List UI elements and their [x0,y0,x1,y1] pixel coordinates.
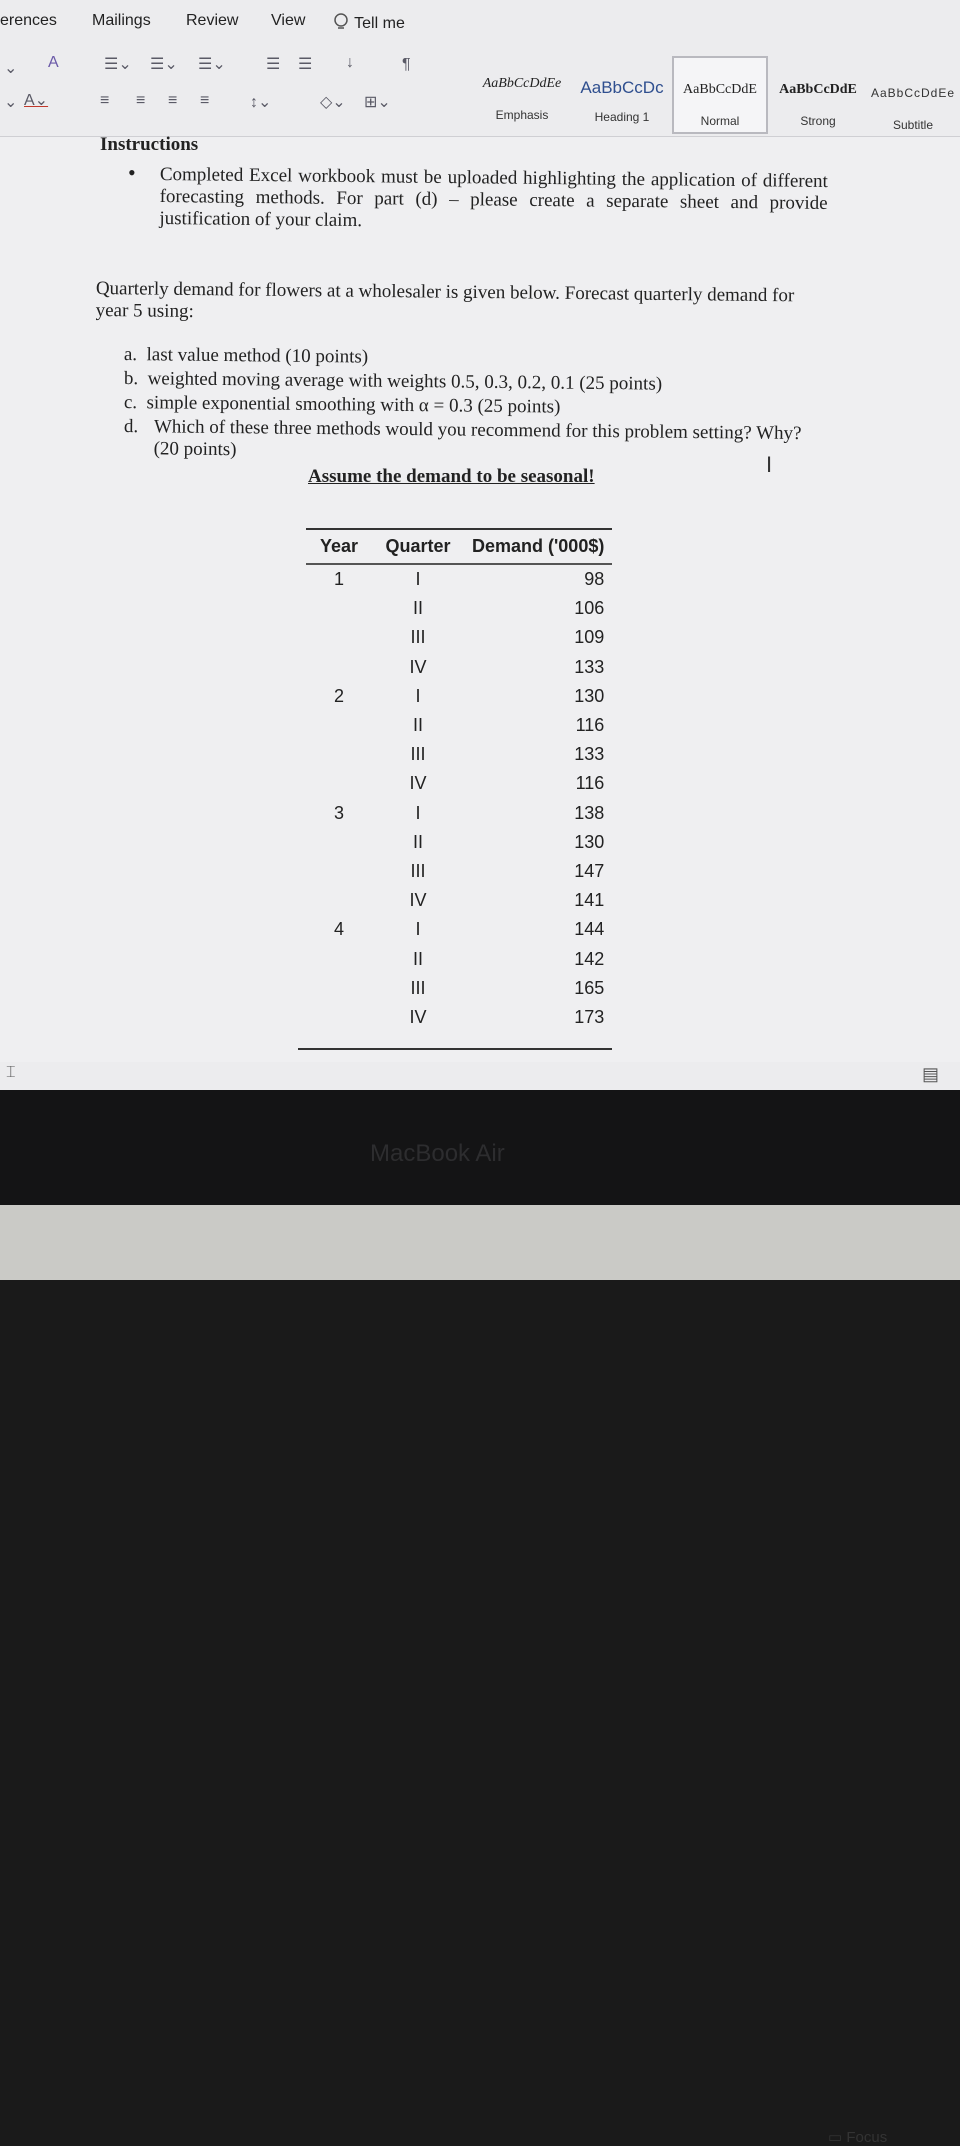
style-heading-1[interactable] [574,54,670,132]
table-row [306,915,612,944]
cell-quarter: I [415,685,421,706]
cell-year [306,828,372,857]
cell-demand: 138 [574,802,605,823]
instructions-bullet-text: Completed Excel workbook must be uploaded highlighting the application of different forecasting methods. For part (d) – please create a separate sheet and provide justification of your claim. [159,164,828,232]
cell-quarter: I [415,569,421,590]
table-row [306,653,612,682]
table-row [306,740,612,769]
style-normal[interactable] [672,56,768,134]
cell-quarter: IV [409,656,427,677]
demand-table [306,528,612,1032]
list-marker: d. [123,416,139,438]
focus-button[interactable] [828,2128,887,2146]
cell-quarter: I [415,919,421,940]
cell-demand: 106 [574,598,605,619]
cell-year [306,740,372,769]
tab-view[interactable]: View [271,12,306,29]
list-text: simple exponential smoothing with α = 0.3 (25 points) [146,392,561,418]
table-row [306,769,612,798]
cell-year [306,711,372,740]
style-sample: AaBbCcDc [580,78,664,97]
cell-year [306,944,372,973]
cell-demand: 165 [574,977,605,998]
table-row [306,594,612,623]
cell-demand: 109 [574,627,605,648]
justify-icon[interactable]: ≡ [200,92,210,109]
tab-references[interactable]: erences [0,12,57,29]
table-row [306,711,612,740]
intro-paragraph: Quarterly demand for flowers at a wholesaler is given below. Forecast quarterly demand for year 5 using: [95,278,795,323]
tell-me-button[interactable] [332,12,405,33]
style-subtitle[interactable] [866,62,960,140]
align-right-icon[interactable]: ≡ [168,92,178,109]
cell-year: 4 [333,919,344,940]
cell-demand: 130 [574,685,605,706]
focus-label: Focus [846,2129,888,2146]
desk-surface [0,1205,960,1280]
list-text: last value method (10 points) [146,344,369,368]
table-row [306,1003,612,1032]
bullet-marker: • [128,160,136,185]
cell-demand: 142 [574,948,605,969]
shading-icon[interactable]: ◇⌄ [320,94,346,111]
tab-mailings[interactable]: Mailings [92,12,151,29]
cell-quarter: IV [409,1006,427,1027]
style-strong[interactable] [770,58,866,136]
list-item [124,392,561,419]
cell-quarter: II [412,948,423,969]
cell-demand: 98 [584,569,605,590]
style-name: Emphasis [495,108,549,122]
table-row [306,828,612,857]
numbering-icon[interactable]: ☰⌄ [150,56,178,73]
cell-year: 3 [333,802,344,823]
list-text: weighted moving average with weights 0.5, 0.3, 0.2, 0.1 (25 points) [147,368,663,395]
lightbulb-icon [332,12,350,32]
cell-year [306,886,372,915]
list-text: Which of these three methods would you recommend for this problem setting? Why? (20 points) [153,416,802,461]
clear-formatting-icon[interactable]: A [48,54,59,71]
table-row [306,799,612,828]
borders-icon[interactable]: ⊞⌄ [364,94,391,111]
table-row [306,623,612,652]
table-row [306,564,612,594]
cell-demand: 147 [574,860,605,881]
style-name: Heading 1 [594,110,650,124]
multilevel-list-icon[interactable]: ☰⌄ [198,56,226,73]
font-size-dropdown[interactable]: ⌄ [4,60,18,77]
table-row [306,857,612,886]
increase-indent-icon[interactable]: ☰ [298,56,313,73]
cell-year [306,769,372,798]
cell-quarter: III [410,627,426,648]
cell-quarter: III [410,744,426,765]
instructions-title: Instructions [100,134,199,155]
style-sample: AaBbCcDdE [779,82,857,97]
style-name: Normal [700,114,740,128]
cell-demand: 141 [574,890,605,911]
font-color-icon[interactable]: A⌄ [24,92,49,109]
highlight-dropdown[interactable]: ⌄ [4,94,18,111]
table-row [306,682,612,711]
column-header-demand: Demand ('000$) [464,529,612,564]
cell-year: 1 [333,569,344,590]
line-spacing-icon[interactable]: ↕⌄ [250,94,272,111]
cell-year: 2 [333,685,344,706]
table-bottom-rule [298,1048,612,1050]
list-marker: b. [123,368,139,390]
cell-demand: 133 [574,744,605,765]
cell-quarter: III [410,977,426,998]
cell-demand: 173 [574,1006,605,1027]
style-name: Strong [800,114,836,128]
cell-quarter: II [412,598,423,619]
cell-demand: 133 [574,656,605,677]
cell-demand: 116 [575,715,605,736]
laptop-bezel [0,1090,960,1205]
list-item [124,344,369,369]
list-marker: c. [123,392,138,414]
cell-demand: 144 [574,919,605,940]
table-row [306,974,612,1003]
cell-year [306,594,372,623]
cell-year [306,623,372,652]
seasonal-note: Assume the demand to be seasonal! [308,466,595,487]
cell-year [306,1003,372,1032]
style-sample: AaBbCcDdE [683,82,757,97]
column-header-year: Year [306,529,372,564]
align-left-icon[interactable]: ≡ [100,92,110,109]
cell-demand: 130 [574,831,605,852]
print-layout-icon[interactable]: ▤ [922,1064,940,1084]
list-marker: a. [123,344,138,366]
table-header-row [306,529,612,564]
style-emphasis[interactable] [474,52,570,130]
cell-quarter: II [412,715,423,736]
style-sample: AaBbCcDdEe [870,86,956,100]
table-row [306,944,612,973]
column-header-quarter: Quarter [372,529,464,564]
align-center-icon[interactable]: ≡ [136,92,146,109]
table-row [306,886,612,915]
demand-table-body [306,564,612,1032]
list-item [124,416,804,467]
cell-quarter: I [415,802,421,823]
style-name: Subtitle [892,118,934,132]
focus-icon: ▭ [828,2129,843,2146]
tell-me-label: Tell me [354,15,405,32]
decrease-indent-icon[interactable]: ☰ [266,56,281,73]
cell-year [306,653,372,682]
cell-demand: 116 [575,773,605,794]
cell-year [306,857,372,886]
laptop-brand-label: MacBook Air [370,1140,505,1167]
cell-quarter: II [412,831,423,852]
bullets-icon[interactable]: ☰⌄ [104,56,132,73]
ribbon-tabs [0,0,960,44]
sort-icon[interactable]: ↓ [346,54,354,71]
pilcrow-icon[interactable]: ¶ [402,56,411,73]
cell-quarter: IV [409,773,427,794]
cell-quarter: IV [409,890,427,911]
cell-year [306,974,372,1003]
tab-review[interactable]: Review [186,12,239,29]
word-count-icon[interactable]: ⌶ [6,1064,16,1081]
cell-quarter: III [410,860,426,881]
style-sample: AaBbCcDdEe [482,76,562,91]
text-cursor-icon: I [766,452,773,477]
